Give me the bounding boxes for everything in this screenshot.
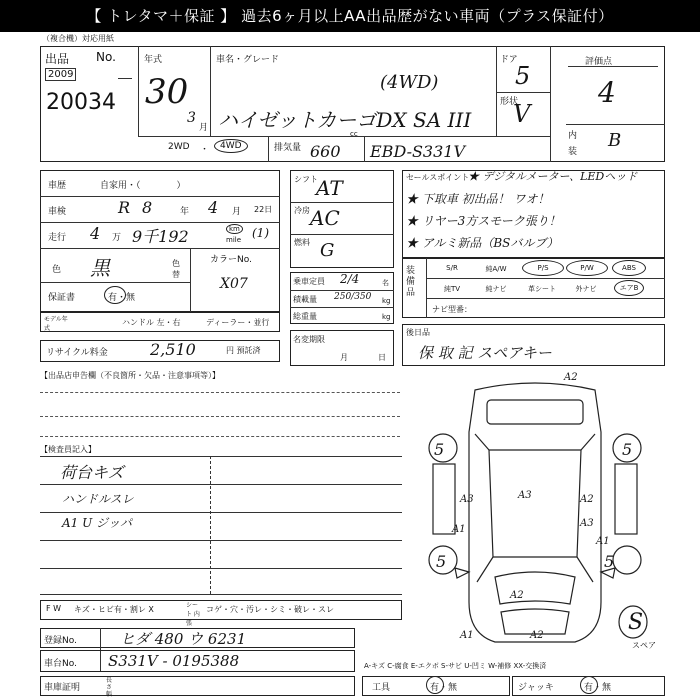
damage-mark: A2	[510, 590, 524, 601]
inspector-note-3: A1 U ジッパ	[62, 516, 133, 530]
damage-mark: 5	[622, 440, 633, 459]
damage-mark: 5	[436, 552, 447, 571]
score-value: 4	[598, 76, 616, 109]
name-drive: (4WD)	[380, 72, 439, 93]
header-banner: 【 トレタマ＋保証 】 過去6ヶ月以上AA出品歴がない車両（プラス保証付）	[0, 0, 700, 32]
name-grade: ハイゼットカーゴDX SA III	[218, 108, 472, 132]
name-label: 車名・グレード	[216, 55, 280, 65]
color-no-value: X07	[220, 276, 248, 292]
spare-label: スペア	[632, 641, 656, 650]
drive-4wd: 4WD	[214, 139, 248, 153]
inspector-note-1: 荷台キズ	[60, 463, 124, 482]
shift-value: AT	[316, 176, 343, 200]
plate-value: ヒダ 480 ウ 6231	[120, 630, 247, 648]
inspector-label: 【検査員記入】	[40, 445, 96, 454]
year-value: 30	[145, 72, 189, 112]
damage-mark: A2	[530, 630, 544, 641]
ac-value: AC	[310, 206, 340, 230]
lot-number: 20034	[46, 90, 116, 115]
wheel-front-right	[613, 546, 641, 574]
warranty-value: 有・無	[108, 293, 136, 303]
sales-point-3: ★ リヤー3方スモーク張り！	[406, 214, 561, 228]
lot-tag: 2009	[45, 68, 76, 81]
car-body-outline	[469, 383, 601, 642]
model-value: EBD-S331V	[370, 142, 466, 161]
damage-mark: A1	[452, 524, 466, 535]
inspector-note-2: ハンドルスレ	[62, 492, 134, 506]
fuel-value: G	[320, 240, 335, 261]
score-label: 評価点	[585, 57, 613, 67]
lot-label: 出品	[45, 52, 70, 66]
damage-mark: 5	[604, 552, 615, 571]
damage-mark: A2	[580, 494, 594, 505]
damage-mark: A1	[596, 536, 610, 547]
shape-value: V	[513, 100, 531, 128]
car-roof	[489, 450, 581, 557]
damage-mark: S	[628, 610, 644, 635]
door-value: 5	[515, 62, 531, 90]
displacement-label: 排気量	[274, 143, 302, 153]
sales-point-1: ★ デジタルメーター、LEDヘッド	[468, 170, 638, 183]
interior-value: B	[608, 130, 622, 151]
cert-row	[40, 676, 355, 696]
damage-mark: A2	[564, 372, 578, 383]
damage-mark: A1	[460, 630, 474, 641]
car-windshield	[495, 572, 575, 604]
subheading: （複合機）対応用紙	[42, 34, 114, 43]
sales-point-2: ★ 下取車 初出品！ ワオ！	[406, 192, 550, 206]
car-right-side	[615, 464, 637, 534]
defects-label: 【出品店申告欄（不良箇所・欠品・注意事項等）】	[40, 371, 220, 380]
color-value: 黒	[90, 256, 110, 280]
damage-mark: 5	[434, 440, 445, 459]
car-damage-diagram	[405, 372, 665, 662]
tools-value: 有・無	[430, 683, 458, 693]
car-rear-window	[487, 400, 583, 424]
chassis-value: S331V - 0195388	[108, 652, 240, 670]
sales-point-4: ★ アルミ新品（BSバルブ）	[406, 236, 559, 250]
mileage-value: 9千192	[132, 227, 189, 246]
shape-label: 形状	[500, 97, 519, 107]
damage-mark: A3	[460, 494, 474, 505]
year-month: 3	[187, 110, 196, 126]
lot-no-label: No.	[96, 50, 116, 64]
damage-mark: A3	[518, 490, 532, 501]
history-value: 自家用・（ ）	[100, 181, 186, 191]
jack-value: 有・無	[584, 683, 612, 693]
door-label: ドア	[500, 55, 518, 65]
year-label: 年式	[144, 55, 163, 65]
displacement-value: 660	[310, 142, 341, 161]
legend: A-キズ C-腐食 E-エクボ S-サビ U-凹ミ W-補修 XX-交換済	[364, 662, 547, 670]
drive-2wd: 2WD	[168, 142, 190, 152]
damage-mark: A3	[580, 518, 594, 529]
recycle-value: 2,510	[150, 340, 196, 359]
after-day-value: 保 取 記 スペアキー	[418, 344, 552, 362]
